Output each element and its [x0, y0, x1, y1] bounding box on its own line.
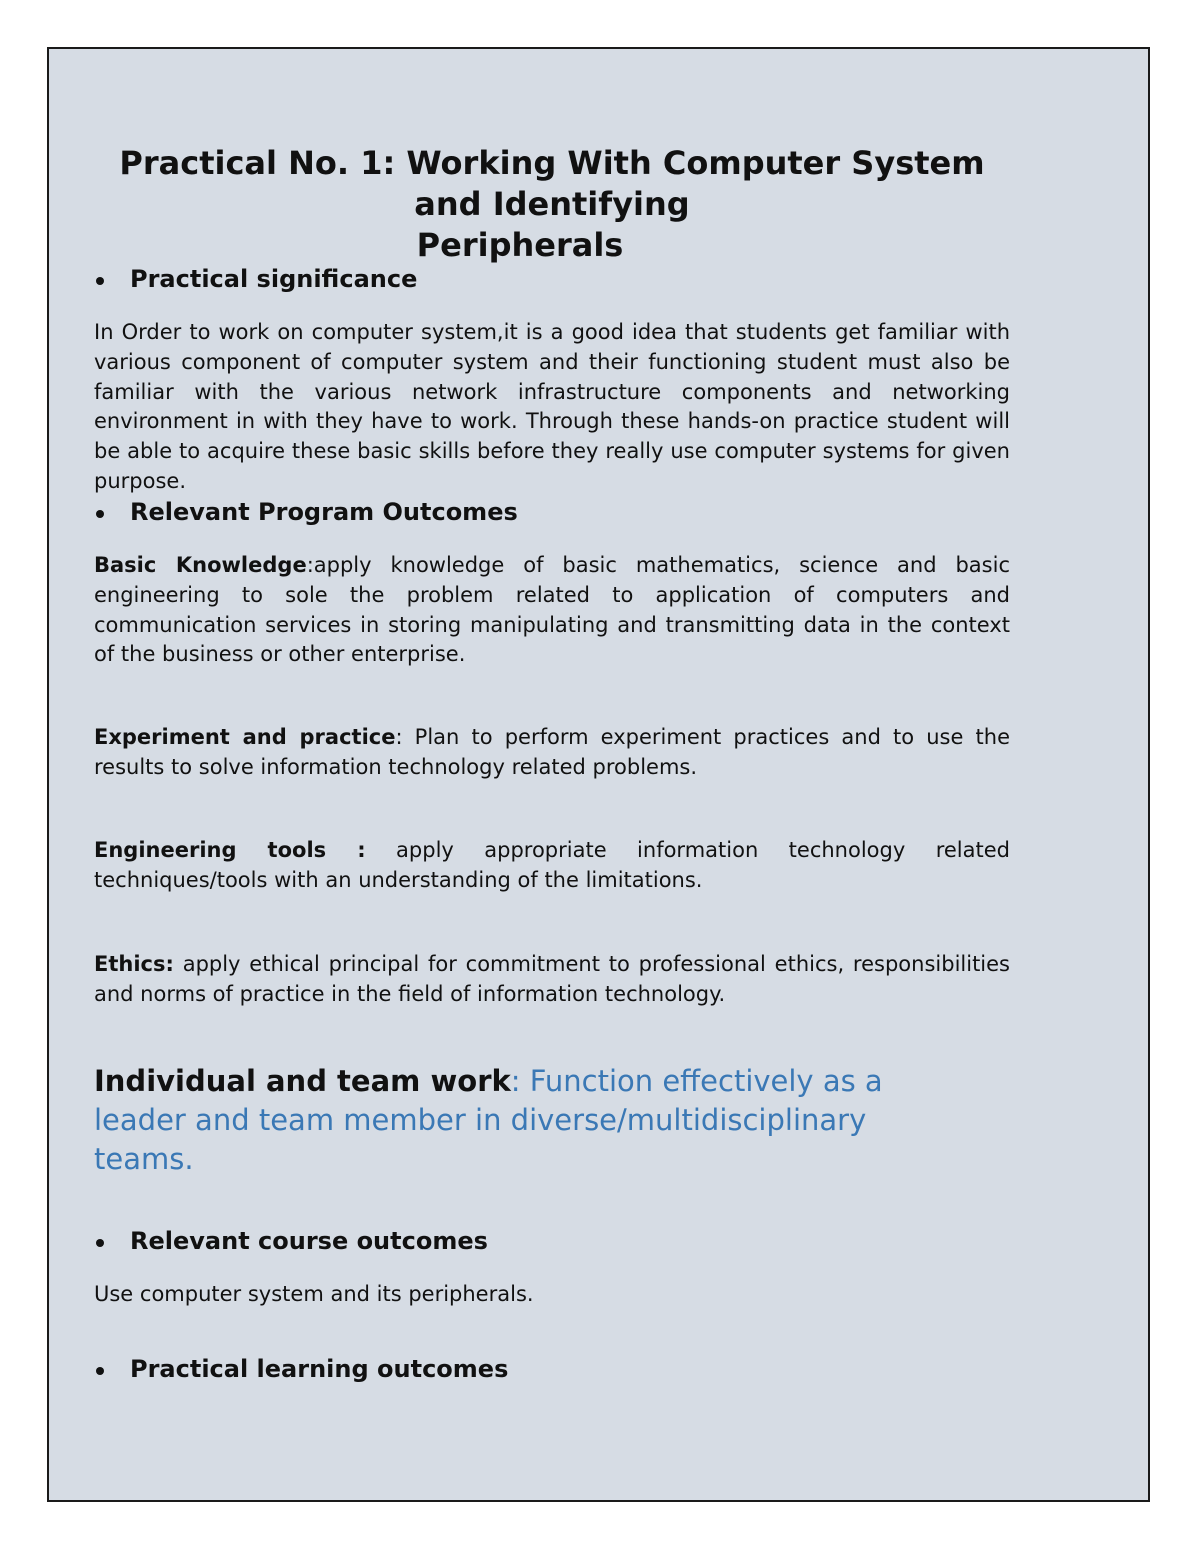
title-line-2: and Identifying	[414, 185, 690, 223]
title-line-1: Practical No. 1: Working With Computer System	[119, 144, 985, 182]
outcome-label: Individual and team work	[94, 1064, 511, 1098]
heading-practical-significance	[94, 264, 1046, 294]
outcome-experiment-practice	[94, 723, 1010, 783]
outcome-label: Engineering tools :	[94, 838, 366, 862]
outcome-label: Experiment and practice	[94, 725, 396, 749]
outcome-text: : Function effectively as a leader and team member in diverse/multidisciplinary teams.	[94, 1064, 883, 1176]
outcome-label: Ethics:	[94, 952, 174, 976]
significance-paragraph: In Order to work on computer system,it is a good idea that students get familiar with various component of computer system and their functioning student must also be familiar with the various network infrastructure components and networking environment in with they have to work. Through these hands-on practice student will be able to acquire these basic skills before they really use computer systems for given purpose.	[94, 320, 1010, 493]
heading-text: Relevant Program Outcomes	[130, 498, 518, 526]
heading-course-outcomes	[94, 1226, 1046, 1256]
outcome-label: Basic Knowledge	[94, 553, 307, 577]
title-line-3: Peripherals	[416, 226, 624, 264]
heading-learning-outcomes	[94, 1354, 1046, 1384]
page-title	[94, 143, 1010, 266]
outcome-basic-knowledge	[94, 551, 1010, 670]
outcome-text: : Plan to perform experiment practices and to use the results to solve information technology related problems.	[94, 725, 1011, 779]
course-outcome-text: Use computer system and its peripherals.	[94, 1282, 534, 1306]
outcome-engineering-tools	[94, 836, 1010, 896]
outcome-text: apply appropriate information technology related techniques/tools with an understanding of the limitations.	[94, 838, 1010, 892]
outcome-text: :apply knowledge of basic mathematics, science and basic engineering to sole the problem related to application of computers and communication services in storing manipulating and transmitting data in the context of the business or other enterprise.	[94, 553, 1010, 667]
heading-text: Practical learning outcomes	[130, 1355, 509, 1383]
outcome-team-work	[94, 1062, 964, 1179]
heading-text: Relevant course outcomes	[130, 1227, 488, 1255]
outcome-text: apply ethical principal for commitment to professional ethics, responsibilities and norms of practice in the field of information technology.	[94, 952, 1010, 1006]
outcome-ethics	[94, 950, 1010, 1010]
heading-program-outcomes	[94, 497, 1046, 527]
heading-text: Practical significance	[130, 265, 418, 293]
